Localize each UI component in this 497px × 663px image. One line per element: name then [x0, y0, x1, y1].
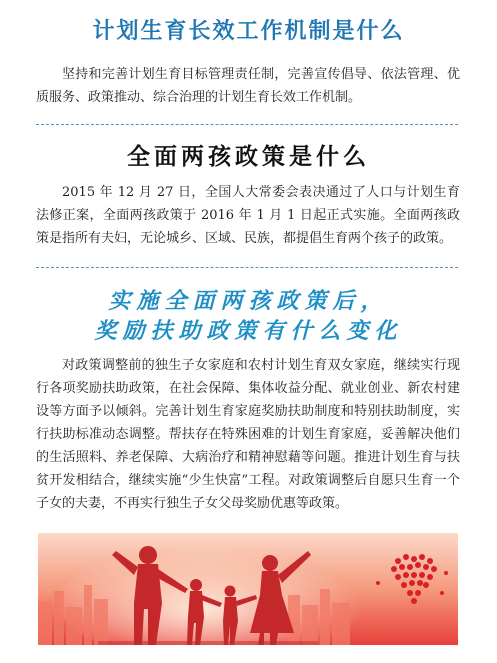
section2-body: 2015 年 12 月 27 日，全国人大常委会表决通过了人口与计划生育法修正案，全面两孩政策于 2016 年 1 月 1 日起正式实施。全面两孩政策是指所有夫妇，无论城乡、区域、民族，都提倡生育两个孩子的政策。: [36, 185, 460, 246]
section3-title-line1: 实施全面两孩政策后，: [108, 288, 389, 314]
section1-title: 计划生育长效工作机制是什么: [92, 19, 405, 44]
family-silhouette-with-hearts-icon: [38, 533, 458, 645]
section2-title: 全面两孩政策是什么: [127, 143, 370, 170]
section-divider: [36, 267, 458, 268]
section-divider: [36, 124, 458, 125]
family-banner-image: [38, 533, 458, 645]
section3-title-line2: 奖励扶助政策有什么变化: [94, 318, 403, 344]
section3-body: 对政策调整前的独生子女家庭和农村计划生育双女家庭，继续实行现行各项奖励扶助政策，在社会保障、集体收益分配、就业创业、新农村建设等方面予以倾斜。完善计划生育家庭奖励扶助制度和特别扶助制度，实行扶助标准动态调整。帮扶存在特殊困难的计划生育家庭，妥善解决他们的生活照料、养老保障、大病治疗和精神慰藉等问题。推进计划生育与扶贫开发相结合，继续实施“少生快富”工程。对政策调整后自愿只生育一个子女的夫妻，不再实行独生子女父母奖励优惠等政策。: [36, 358, 460, 511]
section1-body: 坚持和完善计划生育目标管理责任制，完善宣传倡导、依法管理、优质服务、政策推动、综合治理的计划生育长效工作机制。: [36, 67, 460, 105]
